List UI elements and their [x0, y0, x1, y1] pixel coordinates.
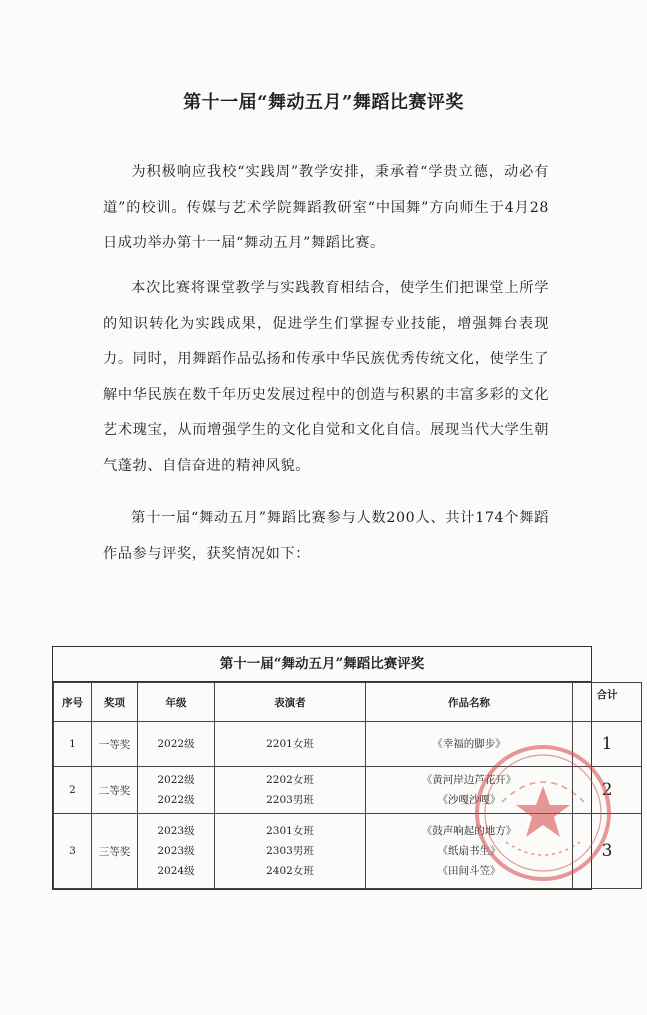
row-total: 3	[573, 814, 642, 889]
row-grades	[138, 814, 215, 889]
header-performer: 表演者	[215, 683, 366, 722]
row-total: 1	[573, 722, 642, 767]
grade: 2023级	[157, 825, 195, 837]
header-no: 序号	[54, 683, 92, 722]
row-performers	[215, 767, 366, 814]
row-no: 1	[54, 722, 92, 767]
performer: 2202女班	[266, 774, 314, 786]
header-work: 作品名称	[366, 683, 573, 722]
header-grade: 年级	[138, 683, 215, 722]
awards-table-title: 第十一届“舞动五月”舞蹈比赛评奖	[53, 647, 591, 682]
row-performers	[215, 722, 366, 767]
row-total: 2	[573, 767, 642, 814]
grade: 2024级	[157, 865, 195, 877]
row-performers	[215, 814, 366, 889]
paragraph-3-text: 第十一届“舞动五月”舞蹈比赛参与人数200人、共计174个舞蹈作品参与评奖，获奖情况如下：	[103, 510, 549, 562]
row-award: 三等奖	[92, 814, 138, 889]
performer: 2203男班	[266, 794, 314, 806]
work-title: 《鼓声响起的地方》	[421, 825, 517, 837]
work-title: 《沙嘎沙嘎》	[437, 794, 501, 806]
paragraph-3	[103, 501, 549, 572]
red-star-seal-icon	[472, 742, 614, 884]
paragraph-1-text: 为积极响应我校“实践周”教学安排，秉承着“学贵立德，动必有道”的校训。传媒与艺术学院舞蹈教研室“中国舞”方向师生于4月28日成功举办第十一届“舞动五月”舞蹈比赛。	[103, 164, 549, 251]
header-total: 合计	[573, 683, 642, 722]
row-award: 一等奖	[92, 722, 138, 767]
work-title: 《纸扇书生》	[437, 845, 501, 857]
performer: 2303男班	[266, 845, 314, 857]
grade: 2022级	[157, 774, 195, 786]
row-grades	[138, 722, 215, 767]
paragraph-1	[103, 155, 549, 262]
grade: 2022级	[157, 794, 195, 806]
grade: 2022级	[157, 738, 195, 750]
grade: 2023级	[157, 845, 195, 857]
performer: 2402女班	[266, 865, 314, 877]
row-no: 2	[54, 767, 92, 814]
row-grades	[138, 767, 215, 814]
paragraph-2-text: 本次比赛将课堂教学与实践教育相结合，使学生们把课堂上所学的知识转化为实践成果，促进学生们掌握专业技能，增强舞台表现力。同时，用舞蹈作品弘扬和传承中华民族优秀传统文化，使学生了解中华民族在数千年历史发展过程中的创造与积累的丰富多彩的文化艺术瑰宝，从而增强学生的文化自觉和文化自信。展现当代大学生朝气蓬勃、自信奋进的精神风貌。	[103, 280, 549, 474]
row-award: 二等奖	[92, 767, 138, 814]
work-title: 《幸福的脚步》	[432, 738, 506, 750]
document-title: 第十一届“舞动五月”舞蹈比赛评奖	[183, 92, 464, 113]
table-header-row	[54, 683, 642, 722]
work-title: 《田间斗笠》	[437, 865, 501, 877]
work-title: 《黄河岸边芦花开》	[421, 774, 517, 786]
paragraph-2	[103, 271, 549, 484]
performer: 2301女班	[266, 825, 314, 837]
row-no: 3	[54, 814, 92, 889]
header-award: 奖项	[92, 683, 138, 722]
performer: 2201女班	[266, 738, 314, 750]
